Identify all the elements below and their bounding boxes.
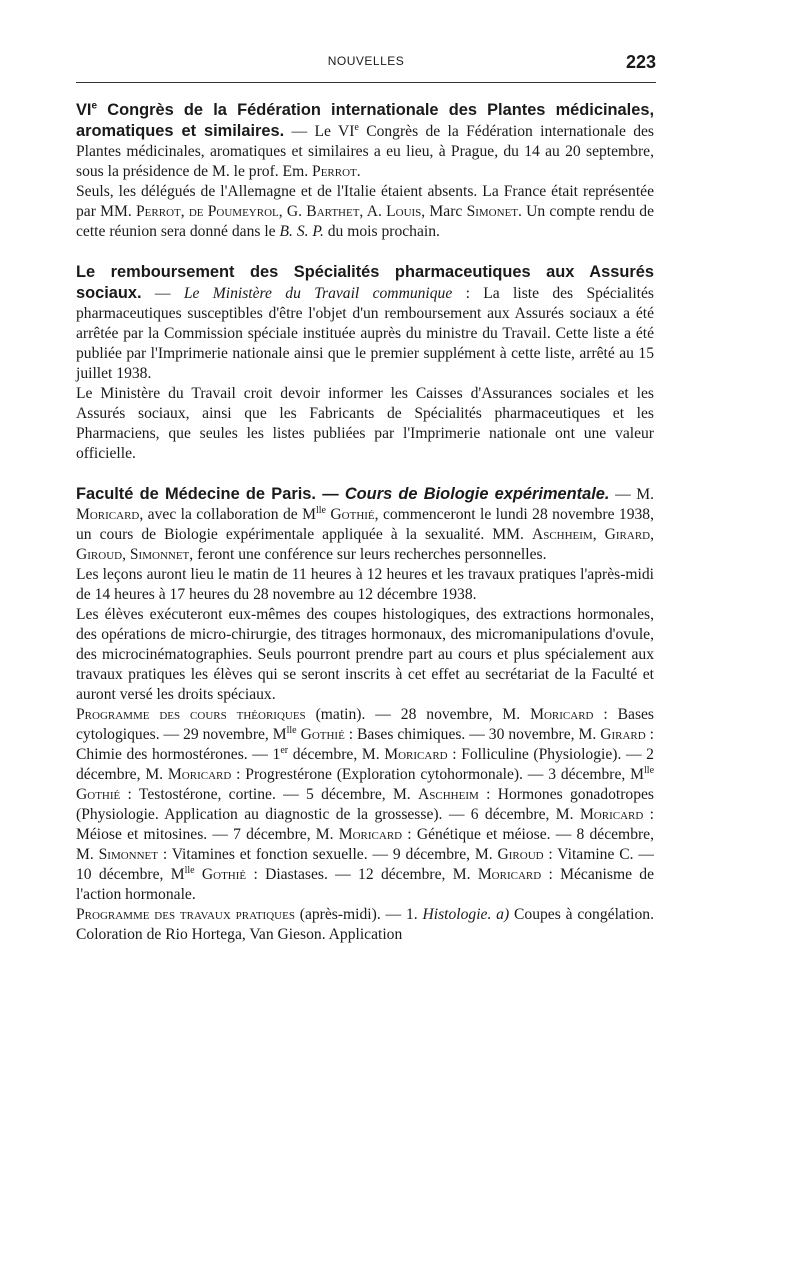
running-head (76, 52, 656, 80)
article-3-theory-program: Programme des cours théoriques (matin). — 28 novembre, M. Moricard : Bases cytologiques. — 29 novembre, $M^{lle}$ Gothié : Bases chimiques. — 30 novembre, M. Girard : Chimie des hormostérones. — 1er décembre, M. Moricard : Folliculine (Physiologie). — 2 décembre, M. Moricard : Progrestérone (Exploration cytohormonale). — 3 décembre, $M^{lle}$ Gothié : Testostérone, cortine. — 5 décembre, M. Aschheim : Hormones gonadotropes (Physiologie. Application au diagnostic de la grossesse). — 6 décembre, M. Moricard : Méiose et mitosines. — 7 décembre, M. Moricard : Génétique et méiose. — 8 décembre, M. Simonnet : Vitamines et fonction sexuelle. — 9 décembre, M. Giroud : Vitamine C. — 10 décembre, $M^{lle}$ Gothié : Diastases. — 12 décembre, M. Moricard : Mécanisme de l'action hormonale. (76, 706, 655, 903)
article-3-practical-program: Programme des travaux pratiques (après-midi). — 1. Histologie. a) Coupes à congélation. Coloration de Rio Hortega, Van Gieson. Application (76, 906, 654, 943)
article-3-paragraph-2: Les leçons auront lieu le matin de 11 heures à 12 heures et les travaux pratiques l'après-midi de 14 heures à 17 heures du 28 novembre au 12 décembre 1938. (76, 566, 654, 603)
article-3-heading: Faculté de Médecine de Paris. — (76, 485, 345, 503)
article-3-paragraph-1: Faculté de Médecine de Paris. — Cours de Biologie expérimentale. — M. Moricard, avec la collaboration de $M^{lle}$ Gothié, commenceront le lundi 28 novembre 1938, un cours de Biologie expérimentale appliquée à la sexualité. MM. Aschheim, Girard, Giroud, Simonnet, feront une conférence sur leurs recherches personnelles. (76, 485, 655, 563)
page-body (76, 100, 654, 945)
article-3-paragraph-3: Les élèves exécuteront eux-mêmes des coupes histologiques, des extractions hormonales, des opérations de micro-chirurgie, des titrages hormonaux, des micromanipulations d'ovule, des microcinématographies. Seuls pourront prendre part au cours et plus spécialement aux travaux pratiques les élèves qui se seront inscrits à cet effet au secrétariat de la Faculté et auront versé les droits spéciaux. (76, 606, 654, 703)
article-3-heading-italic: Cours de Biologie expérimentale. (344, 485, 610, 503)
practical-program-label: Programme des travaux pratiques (76, 906, 295, 923)
page-number: 223 (625, 52, 656, 72)
article-1-paragraph-2: Seuls, les délégués de l'Allemagne et de l'Italie étaient absents. La France était représentée par MM. Perrot, de Poumeyrol, G. Barthet, A. Louis, Marc Simonet. Un compte rendu de cette réunion sera donné dans le B. S. P. du mois prochain. (76, 183, 655, 240)
header-rule (76, 82, 656, 83)
article-2-paragraph-2: Le Ministère du Travail croit devoir informer les Caisses d'Assurances sociales et les Assurés sociaux, ainsi que les Fabricants de Spécialités pharmaceutiques et les Pharmaciens, que seules les listes publiées par l'Imprimerie nationale ont une valeur officielle. (76, 385, 654, 462)
article-2-heading: Le remboursement des Spécialités pharmaceutiques aux Assurés sociaux. (76, 263, 654, 302)
theory-program-label: Programme des cours théoriques (76, 706, 306, 723)
section-gap (76, 242, 654, 262)
section-gap (76, 464, 654, 484)
article-1-heading: VIe Congrès de la Fédération internationale des Plantes médicinales, aromatiques et similaires. (76, 100, 654, 140)
running-title: NOUVELLES (327, 54, 405, 68)
article-2-paragraph-1: Le remboursement des Spécialités pharmaceutiques aux Assurés sociaux. — Le Ministère du Travail communique : La liste des Spécialités pharmaceutiques susceptibles d'être l'objet d'un remboursement aux Assurés sociaux a été arrêtée par la Commission spéciale instituée auprès du ministre du Travail. Cette liste a été publiée par l'Imprimerie nationale ainsi que le premier supplément à cette liste, arrêté au 15 juillet 1938. (76, 263, 655, 382)
article-1-paragraph-1: VIe Congrès de la Fédération internationale des Plantes médicinales, aromatiques et similaires. — Le VIe Congrès de la Fédération internationale des Plantes médicinales, aromatiques et similaires a eu lieu, à Prague, du 14 au 20 septembre, sous la présidence de M. le prof. Em. Perrot. (76, 100, 654, 180)
